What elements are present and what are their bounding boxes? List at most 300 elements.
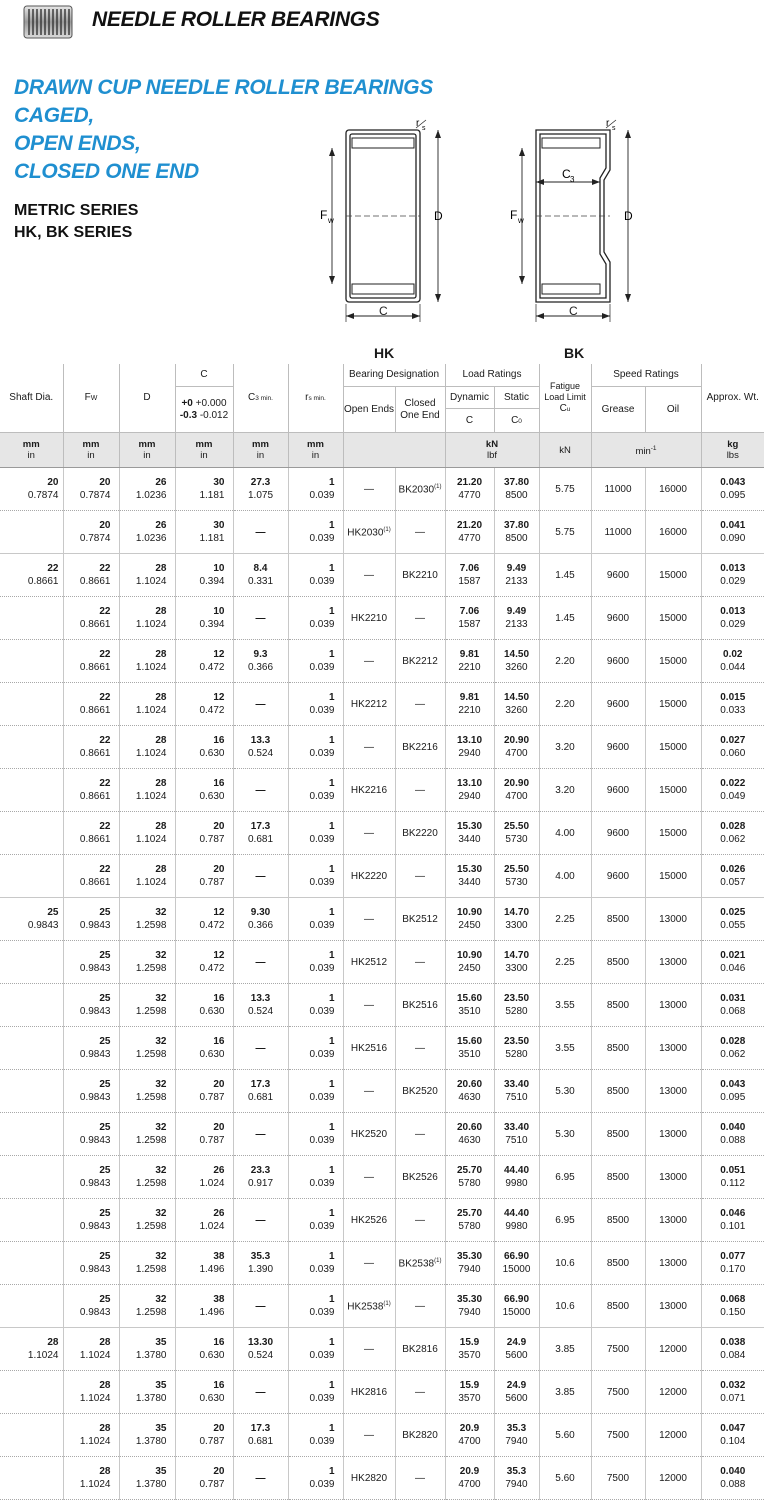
cell-c-secondary: 0.787: [199, 1479, 225, 1490]
cell-rs: [288, 640, 343, 683]
cell-static-secondary: 5730: [505, 834, 528, 845]
cell-static-secondary: 3300: [505, 963, 528, 974]
cell-open-ends-value: —: [364, 827, 374, 839]
cell-c-secondary: 0.472: [199, 705, 225, 716]
cell-fw-primary: 25: [99, 1251, 111, 1262]
cell-d-secondary: 1.1024: [135, 791, 167, 802]
cell-static-secondary: 5600: [505, 1393, 528, 1404]
cell-c-secondary: 1.181: [199, 533, 225, 544]
cell-static-secondary: 4700: [505, 748, 528, 759]
cell-c3-secondary: 1.390: [247, 1264, 274, 1275]
fatigue-sub: u: [566, 405, 571, 413]
cell-dynamic: [445, 1457, 494, 1500]
cell-dynamic-primary: 7.06: [459, 563, 480, 574]
cell-rs-primary: 1: [328, 692, 335, 703]
cell-fw: [63, 898, 119, 941]
cell-c3: [233, 1242, 288, 1285]
cell-grease-primary: 7500: [606, 1429, 630, 1441]
cell-static: [494, 683, 539, 726]
cell-open-ends: [343, 1156, 395, 1199]
col-shaft: Shaft Dia.: [9, 392, 54, 403]
cell-oil: [645, 1113, 701, 1156]
unit-c: [175, 433, 233, 468]
col-oil: Oil: [645, 387, 701, 433]
c3-label: C: [248, 391, 256, 403]
cell-static-secondary: 9980: [505, 1221, 528, 1232]
cell-shaft-primary: 22: [47, 563, 59, 574]
cell-weight: [701, 1285, 764, 1328]
cell-d-primary: 28: [155, 735, 167, 746]
cell-d-primary: 28: [155, 692, 167, 703]
diagram-label: C: [569, 304, 578, 318]
cell-dynamic-primary: 13.10: [456, 778, 483, 789]
cell-fatigue-primary: 3.85: [555, 1343, 575, 1355]
cell-weight: [701, 1113, 764, 1156]
cell-fw-secondary: 0.7874: [79, 533, 111, 544]
cell-rs-primary: 1: [328, 606, 335, 617]
cell-dynamic-secondary: 5780: [458, 1221, 481, 1232]
cell-oil-primary: 13000: [659, 1214, 687, 1226]
fw-sub: W: [90, 394, 98, 402]
cell-c: [175, 898, 233, 941]
col-fatigue: [539, 364, 591, 433]
cell-dynamic: [445, 1242, 494, 1285]
cell-static: [494, 1414, 539, 1457]
cell-grease: [591, 1371, 645, 1414]
cell-rs-secondary: 0.039: [309, 1479, 335, 1490]
cell-d-primary: 35: [155, 1380, 167, 1391]
cell-d: [119, 769, 175, 812]
cell-weight-primary: 0.051: [720, 1165, 746, 1176]
bk-label: BK: [564, 345, 585, 361]
cell-d-primary: 32: [155, 1294, 167, 1305]
unit-min-sup: -1: [650, 444, 657, 452]
cell-shaft: [0, 812, 63, 855]
cell-d: [119, 640, 175, 683]
cell-dynamic-secondary: 4630: [458, 1135, 481, 1146]
table-row: [0, 683, 764, 726]
cell-dynamic-secondary: 4700: [458, 1479, 481, 1490]
cell-weight-primary: 0.025: [720, 907, 746, 918]
cell-oil: [645, 1414, 701, 1457]
col-c3: [233, 364, 288, 433]
cell-fw-secondary: 0.8661: [79, 834, 111, 845]
cell-weight-secondary: 0.057: [720, 877, 746, 888]
cell-c3: [233, 640, 288, 683]
col-closed-one-end: Closed One End: [395, 387, 445, 433]
cell-fatigue: [539, 1070, 591, 1113]
cell-weight: [701, 1199, 764, 1242]
cell-dynamic-primary: 21.20: [456, 520, 483, 531]
cell-grease: [591, 1027, 645, 1070]
cell-c3: [233, 468, 288, 511]
cell-d-primary: 26: [155, 520, 167, 531]
cell-open-ends: [343, 812, 395, 855]
cell-d-secondary: 1.2598: [135, 1178, 167, 1189]
col-fw: [63, 364, 119, 433]
cell-closed-one-end-value: —: [415, 956, 425, 968]
cell-grease: [591, 683, 645, 726]
unit-fatigue: kN: [539, 433, 591, 468]
cell-c3-primary: 13.3: [250, 993, 271, 1004]
cell-d-primary: 35: [155, 1466, 167, 1477]
cell-rs-secondary: 0.039: [309, 1221, 335, 1232]
cell-d-secondary: 1.0236: [135, 533, 167, 544]
cell-static-primary: 23.50: [503, 1036, 530, 1047]
cell-d-secondary: 1.1024: [135, 576, 167, 587]
cell-rs-primary: 1: [328, 1122, 335, 1133]
cell-weight-secondary: 0.088: [720, 1479, 746, 1490]
cell-oil-primary: 13000: [659, 1171, 687, 1183]
cell-oil-primary: 15000: [659, 870, 687, 882]
cell-oil-primary: 13000: [659, 1128, 687, 1140]
cell-closed-one-end: [395, 511, 445, 554]
cell-dynamic-primary: 15.60: [456, 1036, 483, 1047]
cell-grease-primary: 9600: [606, 569, 630, 581]
cell-dynamic-primary: 25.70: [456, 1165, 483, 1176]
cell-open-ends-value: HK2526: [350, 1214, 388, 1226]
cell-fw-primary: 25: [99, 1079, 111, 1090]
cell-c: [175, 1070, 233, 1113]
unit-mm: mm: [307, 439, 324, 450]
cell-rs-secondary: 0.039: [309, 920, 335, 931]
cell-rs: [288, 812, 343, 855]
table-row: [0, 1070, 764, 1113]
cell-static-secondary: 3300: [505, 920, 528, 931]
cell-d: [119, 1199, 175, 1242]
cell-weight-secondary: 0.090: [720, 533, 746, 544]
cell-rs-secondary: 0.039: [309, 1264, 335, 1275]
cell-static-secondary: 5280: [505, 1006, 528, 1017]
cell-weight: [701, 1070, 764, 1113]
cell-dynamic-primary: 21.20: [456, 477, 483, 488]
cell-open-ends-value: HK2030: [347, 527, 384, 539]
cell-dynamic-primary: 20.9: [459, 1423, 480, 1434]
cell-c3: [233, 1414, 288, 1457]
product-title-line: CAGED,: [14, 104, 94, 127]
cell-dynamic: [445, 941, 494, 984]
cell-dynamic: [445, 1156, 494, 1199]
cell-c-secondary: 0.630: [199, 748, 225, 759]
cell-weight: [701, 769, 764, 812]
cell-closed-one-end: [395, 683, 445, 726]
cell-shaft-primary: 25: [47, 907, 59, 918]
cell-open-ends-value: HK2516: [350, 1042, 388, 1054]
cell-rs-secondary: 0.039: [309, 1307, 335, 1318]
cell-weight-primary: 0.032: [720, 1380, 746, 1391]
bearing-spec-table: [0, 364, 764, 1500]
cell-weight: [701, 726, 764, 769]
cell-c3-secondary: 0.331: [247, 576, 274, 587]
cell-c3-secondary: 0.524: [247, 1006, 274, 1017]
cell-fw-primary: 28: [99, 1423, 111, 1434]
cell-fw-secondary: 0.9843: [79, 963, 111, 974]
page-title: NEEDLE ROLLER BEARINGS: [92, 8, 380, 31]
cell-c-secondary: 0.630: [199, 1350, 225, 1361]
cell-fw: [63, 1285, 119, 1328]
cell-dynamic-secondary: 2210: [458, 662, 481, 673]
cell-grease-primary: 9600: [606, 698, 630, 710]
cell-grease: [591, 640, 645, 683]
cell-dynamic-primary: 7.06: [459, 606, 480, 617]
cell-dynamic-secondary: 1587: [458, 576, 481, 587]
cell-rs: [288, 769, 343, 812]
cell-weight-secondary: 0.088: [720, 1135, 746, 1146]
cell-rs-secondary: 0.039: [309, 705, 335, 716]
cell-c3-secondary: 0.681: [247, 1092, 274, 1103]
cell-grease-primary: 9600: [606, 655, 630, 667]
cell-dynamic-secondary: 7940: [458, 1307, 481, 1318]
unit-lbf: lbf: [486, 450, 498, 461]
cell-d-secondary: 1.2598: [135, 1135, 167, 1146]
cell-rs-secondary: 0.039: [309, 1436, 335, 1447]
cell-oil: [645, 554, 701, 597]
cell-static-secondary: 4700: [505, 791, 528, 802]
cell-c: [175, 1027, 233, 1070]
cell-dynamic: [445, 1371, 494, 1414]
cell-grease-primary: 11000: [604, 526, 632, 538]
cell-oil: [645, 1285, 701, 1328]
cell-dynamic: [445, 683, 494, 726]
cell-fatigue-primary: 1.45: [555, 612, 575, 624]
cell-open-ends-value: HK2512: [350, 956, 388, 968]
cell-closed-one-end: [395, 984, 445, 1027]
cell-grease: [591, 812, 645, 855]
cell-rs-secondary: 0.039: [309, 1049, 335, 1060]
diagram-label: C: [379, 304, 388, 318]
cell-static-primary: 20.90: [503, 778, 530, 789]
cell-static-secondary: 7510: [505, 1092, 528, 1103]
cell-d: [119, 468, 175, 511]
cell-oil: [645, 511, 701, 554]
cell-c-primary: 10: [213, 606, 225, 617]
cell-grease-primary: 8500: [606, 1214, 630, 1226]
cell-d: [119, 898, 175, 941]
cell-open-ends-value: —: [364, 741, 374, 753]
cell-c-secondary: 0.472: [199, 920, 225, 931]
cell-d: [119, 1242, 175, 1285]
cell-weight: [701, 1371, 764, 1414]
cell-dynamic-primary: 15.9: [459, 1380, 480, 1391]
cell-weight-secondary: 0.101: [720, 1221, 746, 1232]
unit-lbs: lbs: [726, 450, 739, 461]
col-d: D: [119, 364, 175, 433]
cell-c3: [233, 1328, 288, 1371]
cell-fatigue-primary: 10.6: [555, 1300, 575, 1312]
cell-open-ends-value: HK2216: [350, 784, 388, 796]
cell-rs-primary: 1: [328, 907, 335, 918]
cell-fw: [63, 1371, 119, 1414]
cell-weight: [701, 554, 764, 597]
cell-c3: [233, 1113, 288, 1156]
cell-weight: [701, 898, 764, 941]
cell-static-secondary: 5730: [505, 877, 528, 888]
cell-shaft-secondary: 0.9843: [27, 920, 59, 931]
cell-oil-primary: 13000: [659, 913, 687, 925]
cell-c3-secondary: 1.075: [247, 490, 274, 501]
cell-open-ends-value: HK2520: [350, 1128, 388, 1140]
cell-weight: [701, 812, 764, 855]
cell-c-primary: 30: [213, 477, 225, 488]
cell-rs-primary: 1: [328, 649, 335, 660]
cell-static-primary: 9.49: [506, 606, 527, 617]
cell-fw: [63, 1070, 119, 1113]
cell-weight-primary: 0.021: [720, 950, 746, 961]
cell-closed-one-end: [395, 1156, 445, 1199]
cell-weight-secondary: 0.046: [720, 963, 746, 974]
cell-fatigue: [539, 984, 591, 1027]
cell-fatigue: [539, 468, 591, 511]
cell-rs-primary: 1: [328, 864, 335, 875]
cell-c-secondary: 1.496: [199, 1307, 225, 1318]
cell-rs: [288, 597, 343, 640]
cell-rs-secondary: 0.039: [309, 490, 335, 501]
cell-fw-secondary: 0.9843: [79, 1006, 111, 1017]
cell-d-primary: 35: [155, 1423, 167, 1434]
cell-fatigue: [539, 597, 591, 640]
cell-rs-primary: 1: [328, 1208, 335, 1219]
cell-c: [175, 941, 233, 984]
cell-d-primary: 32: [155, 950, 167, 961]
cell-rs-primary: 1: [328, 1423, 335, 1434]
cell-static-primary: 24.9: [506, 1380, 527, 1391]
cell-static-primary: 35.3: [506, 1423, 527, 1434]
cell-rs: [288, 468, 343, 511]
cell-weight-primary: 0.043: [720, 1079, 746, 1090]
cell-static-primary: 14.50: [503, 692, 530, 703]
cell-closed-one-end-value: —: [415, 870, 425, 882]
fw-label: F: [84, 391, 91, 403]
cell-grease-primary: 8500: [606, 1257, 630, 1269]
cell-dynamic-secondary: 4630: [458, 1092, 481, 1103]
cell-d-secondary: 1.2598: [135, 1264, 167, 1275]
cell-fatigue-primary: 10.6: [555, 1257, 575, 1269]
cell-fatigue-primary: 4.00: [555, 870, 575, 882]
cell-open-ends-value: HK2212: [350, 698, 388, 710]
cell-c: [175, 984, 233, 1027]
table-row: [0, 1457, 764, 1500]
cell-fatigue: [539, 554, 591, 597]
cell-rs: [288, 1027, 343, 1070]
cell-c3-primary: —: [255, 698, 266, 710]
col-load-ratings: Load Ratings: [445, 364, 539, 387]
cell-open-ends-value: —: [364, 1429, 374, 1441]
cell-fw-secondary: 1.1024: [79, 1436, 111, 1447]
cell-grease: [591, 468, 645, 511]
cell-d-primary: 28: [155, 606, 167, 617]
fatigue-label: Fatigue Load Limit: [544, 380, 586, 402]
cell-closed-one-end: [395, 468, 445, 511]
cell-fw-secondary: 1.1024: [79, 1393, 111, 1404]
dynamic-label: Dynamic: [446, 388, 494, 409]
cell-fw-primary: 22: [99, 692, 111, 703]
cell-d-primary: 32: [155, 1251, 167, 1262]
cell-c3: [233, 1457, 288, 1500]
cell-fw-secondary: 0.9843: [79, 1135, 111, 1146]
cell-fatigue: [539, 1328, 591, 1371]
cell-c3-primary: 17.3: [250, 1423, 271, 1434]
cell-static-secondary: 5280: [505, 1049, 528, 1060]
cell-static-secondary: 7510: [505, 1135, 528, 1146]
cell-static-primary: 33.40: [503, 1079, 530, 1090]
cell-c3-secondary: 0.917: [247, 1178, 274, 1189]
cell-closed-one-end-footnote: (1): [434, 484, 442, 491]
cell-fatigue: [539, 1285, 591, 1328]
diagram-label: w: [518, 216, 524, 225]
table-row: [0, 468, 764, 511]
cell-dynamic: [445, 468, 494, 511]
cell-weight-secondary: 0.095: [720, 490, 746, 501]
cell-static-primary: 25.50: [503, 864, 530, 875]
cell-grease: [591, 1070, 645, 1113]
cell-fw-secondary: 0.8661: [79, 877, 111, 888]
cell-open-ends-value: HK2220: [350, 870, 388, 882]
fatigue-sym: C: [559, 402, 567, 414]
cell-grease: [591, 726, 645, 769]
page-header: [0, 0, 764, 44]
cell-closed-one-end: [395, 597, 445, 640]
col-dynamic: [445, 387, 494, 433]
cell-fatigue: [539, 941, 591, 984]
bk-bearing-diagram: [500, 112, 650, 330]
hk-bearing-diagram: [310, 112, 460, 330]
table-row: [0, 554, 764, 597]
cell-weight: [701, 597, 764, 640]
cell-fatigue-primary: 2.20: [555, 655, 575, 667]
cell-c-secondary: 0.787: [199, 1092, 225, 1103]
cell-open-ends: [343, 1371, 395, 1414]
unit-min: min: [635, 446, 651, 458]
cell-oil: [645, 1199, 701, 1242]
cell-static-primary: 33.40: [503, 1122, 530, 1133]
cell-weight-primary: 0.027: [720, 735, 746, 746]
cell-d-secondary: 1.2598: [135, 1006, 167, 1017]
cell-grease-primary: 9600: [606, 827, 630, 839]
cell-open-ends-value: HK2820: [350, 1472, 388, 1484]
cell-fw-primary: 22: [99, 606, 111, 617]
cell-fw-secondary: 0.8661: [79, 705, 111, 716]
cell-d: [119, 984, 175, 1027]
cell-c3-secondary: 0.681: [247, 1436, 274, 1447]
cell-c3-primary: —: [255, 1042, 266, 1054]
cell-shaft: [0, 1156, 63, 1199]
cell-c-secondary: 0.630: [199, 791, 225, 802]
cell-oil-primary: 13000: [659, 999, 687, 1011]
cell-c3-primary: —: [255, 870, 266, 882]
table-row: [0, 1242, 764, 1285]
cell-c3-primary: 9.3: [253, 649, 268, 660]
cell-rs-secondary: 0.039: [309, 533, 335, 544]
cell-fw-secondary: 0.9843: [79, 1178, 111, 1189]
cell-fw-secondary: 1.1024: [79, 1350, 111, 1361]
cell-open-ends-value: HK2538: [347, 1301, 384, 1313]
cell-d: [119, 941, 175, 984]
cell-open-ends-value: HK2210: [350, 612, 388, 624]
cell-d: [119, 1457, 175, 1500]
cell-fw: [63, 984, 119, 1027]
cell-c-primary: 12: [213, 950, 225, 961]
cell-fw: [63, 1156, 119, 1199]
cell-open-ends: [343, 855, 395, 898]
cell-c-primary: 16: [213, 1036, 225, 1047]
cell-fw-primary: 22: [99, 563, 111, 574]
cell-grease-primary: 9600: [606, 612, 630, 624]
cell-d: [119, 855, 175, 898]
unit-c3: [233, 433, 288, 468]
cell-shaft: [0, 511, 63, 554]
cell-c: [175, 855, 233, 898]
cell-c-primary: 38: [213, 1294, 225, 1305]
